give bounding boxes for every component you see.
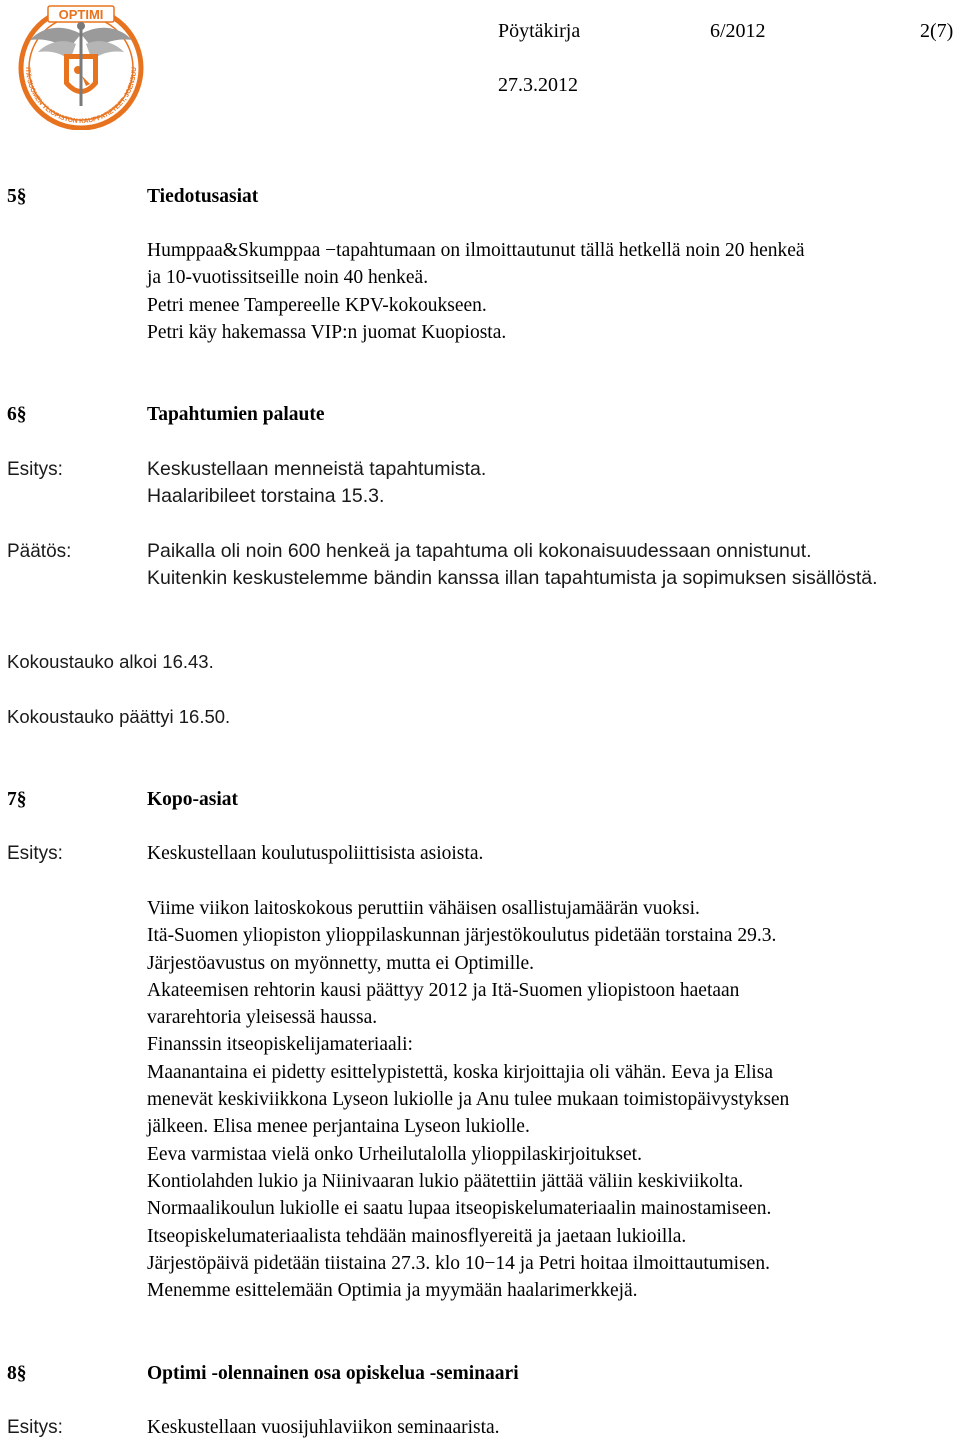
section-5-line: Petri käy hakemassa VIP:n juomat Kuopiosta. <box>147 321 507 343</box>
section-5-body <box>147 237 947 346</box>
svg-text:OPTIMI: OPTIMI <box>58 7 104 22</box>
break-start: Kokoustauko alkoi 16.43. <box>7 651 214 672</box>
section-6-paatos-body <box>147 538 947 593</box>
document-date: 27.3.2012 <box>498 74 578 96</box>
section-6-esitys-label: Esitys: <box>7 459 63 480</box>
section-7-line: Järjestöpäivä pidetään tiistaina 27.3. klo 10−14 ja Petri hoitaa ilmoittautumisen. <box>147 1252 770 1274</box>
section-6-paatos-label: Päätös: <box>7 541 72 562</box>
optimi-logo <box>8 4 154 130</box>
section-5-number: 5§ <box>7 186 27 207</box>
section-6-esitys-line: Keskustellaan menneistä tapahtumista. <box>147 458 487 480</box>
break-end: Kokoustauko päättyi 16.50. <box>7 706 231 727</box>
section-6-esitys-line: Haalaribileet torstaina 15.3. <box>147 485 385 508</box>
section-8-heading: Optimi -olennainen osa opiskelua -seminaari <box>147 1363 519 1384</box>
section-7-body <box>147 895 947 1304</box>
section-5-line: Humppaa&Skumppaa −tapahtumaan on ilmoittautunut tällä hetkellä noin 20 henkeä <box>147 240 805 261</box>
section-7-esitys-label: Esitys: <box>7 843 63 864</box>
section-7-line: Järjestöavustus on myönnetty, mutta ei Optimille. <box>147 952 535 974</box>
section-7-line: Eeva varmistaa vielä onko Urheilutalolla ylioppilaskirjoitukset. <box>147 1143 642 1165</box>
section-7-line: Itä-Suomen yliopiston ylioppilaskunnan järjestökoulutus pidetään torstaina 29.3. <box>147 925 777 947</box>
section-7-heading: Kopo-asiat <box>147 789 239 810</box>
section-7-line: Itseopiskelumateriaalista tehdään mainosflyereitä ja jaetaan lukioilla. <box>147 1225 687 1247</box>
section-6-paatos-line: Kuitenkin keskustelemme bändin kanssa illan tapahtumista ja sopimuksen sisällöstä. <box>147 567 878 590</box>
section-7-number: 7§ <box>7 789 27 810</box>
section-6-paatos-line: Paikalla oli noin 600 henkeä ja tapahtuma oli kokonaisuudessaan onnistunut. <box>147 540 812 562</box>
section-7-line: Viime viikon laitoskokous peruttiin vähäisen osallistujamäärän vuoksi. <box>147 898 700 919</box>
section-6-heading: Tapahtumien palaute <box>147 404 325 425</box>
document-number: 6/2012 <box>710 20 766 42</box>
section-6-esitys-body <box>147 456 947 511</box>
document-title: Pöytäkirja <box>498 20 581 42</box>
section-7-esitys-text: Keskustellaan koulutuspoliittisista asioista. <box>147 843 484 864</box>
section-7-line: vararehtoria yleisessä haussa. <box>147 1007 378 1029</box>
section-8-number: 8§ <box>7 1363 27 1384</box>
svg-text:ITÄ-SUOMEN YLIOPISTON KAUPPATI: ITÄ-SUOMEN YLIOPISTON KAUPPATIETEET, JOENSUU <box>23 66 139 126</box>
section-5-line: Petri menee Tampereelle KPV-kokoukseen. <box>147 294 487 316</box>
section-7-line: jälkeen. Elisa menee perjantaina Lyseon lukiolle. <box>147 1116 530 1138</box>
section-7-line: Maanantaina ei pidetty esittelypistettä, koska kirjoittajia oli vähän. Eeva ja Elisa <box>147 1061 773 1083</box>
page-number: 2(7) <box>920 20 954 42</box>
section-5-heading: Tiedotusasiat <box>147 186 259 207</box>
section-7-line: Menemme esittelemään Optimia ja myymään haalarimerkkejä. <box>147 1280 638 1302</box>
section-7-line: Kontiolahden lukio ja Niinivaaran lukio päätettiin jättää väliin keskiviikolta. <box>147 1170 744 1192</box>
section-5-line: ja 10-vuotissitseille noin 40 henkeä. <box>147 267 429 289</box>
section-7-line: Akateemisen rehtorin kausi päättyy 2012 ja Itä-Suomen yliopistoon haetaan <box>147 979 740 1001</box>
section-6-number: 6§ <box>7 404 27 425</box>
section-7-line: Finanssin itseopiskelijamateriaali: <box>147 1034 413 1056</box>
section-7-line: menevät keskiviikkona Lyseon lukiolle ja Anu tulee mukaan toimistopäivystyksen <box>147 1089 790 1111</box>
section-8-esitys-text: Keskustellaan vuosijuhlaviikon seminaarista. <box>147 1417 500 1438</box>
section-7-line: Normaalikoulun lukiolle ei saatu lupaa itseopiskelumateriaalin mainostamiseen. <box>147 1198 772 1220</box>
section-8-esitys-label: Esitys: <box>7 1417 63 1438</box>
